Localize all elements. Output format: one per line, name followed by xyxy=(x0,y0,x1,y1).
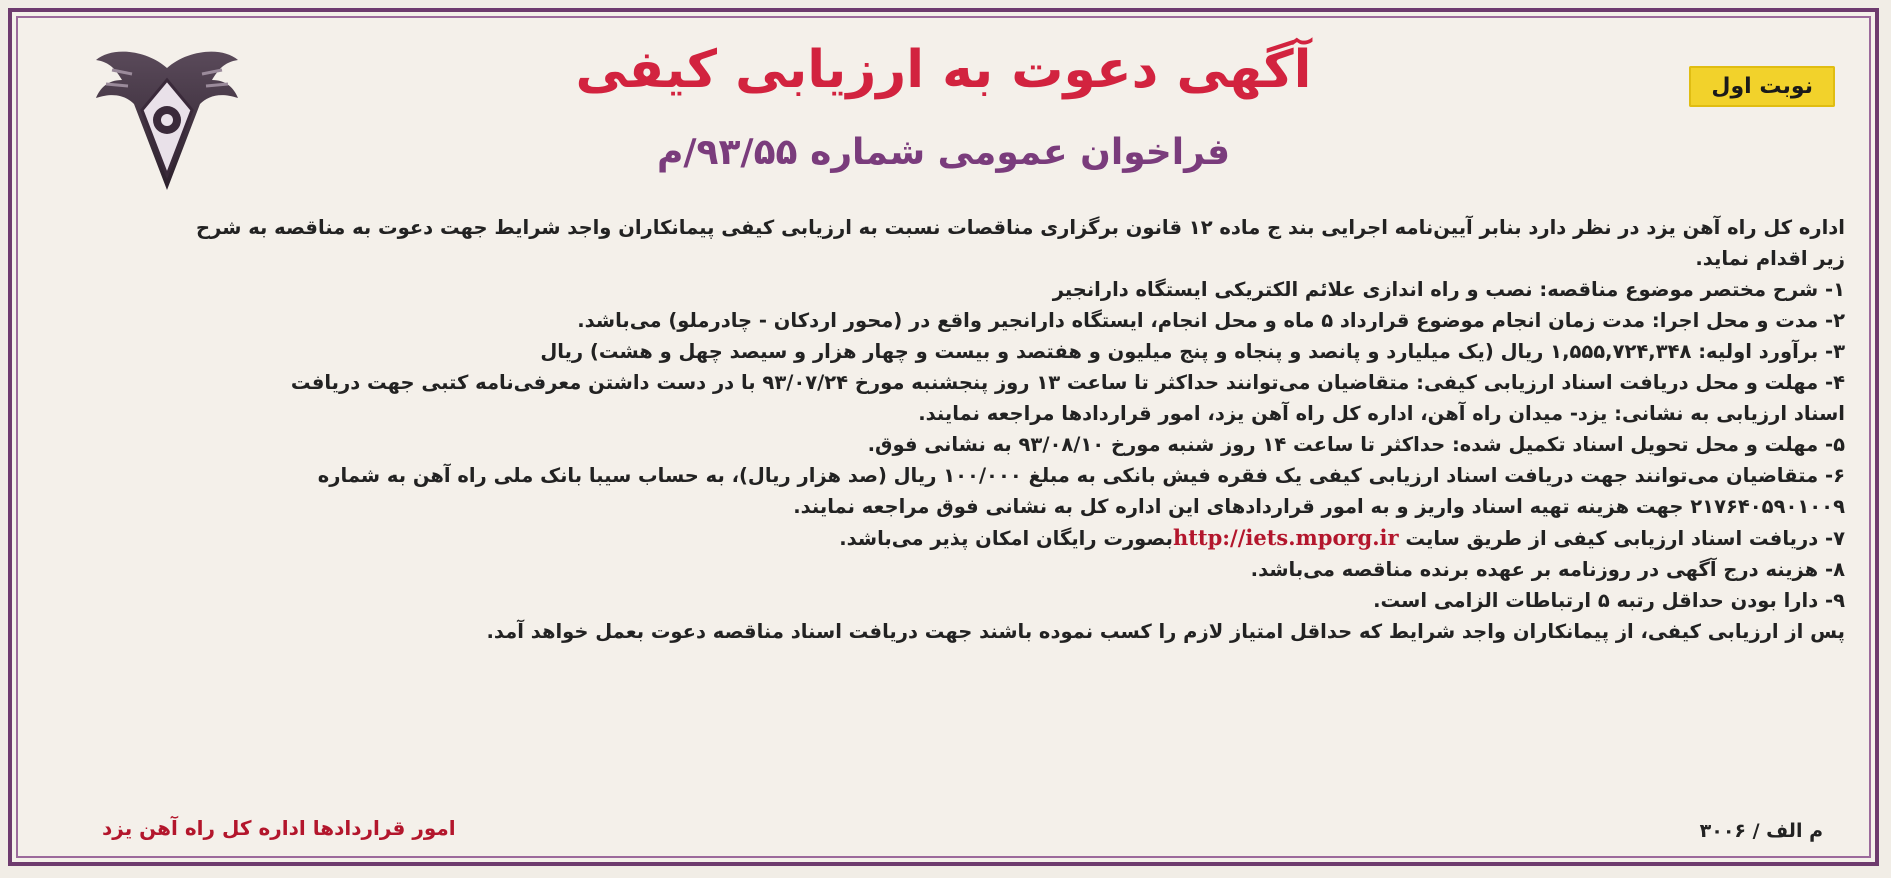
notice-title: آگهی دعوت به ارزیابی کیفی xyxy=(575,40,1312,100)
notice-frame xyxy=(8,8,1879,866)
tender-website-link[interactable]: http://iets.mporg.ir xyxy=(1172,525,1399,550)
item-1: ۱- شرح مختصر موضوع مناقصه: نصب و راه اندازی علائم الکتریکی ایستگاه دارانجیر xyxy=(1052,278,1845,301)
notice-body xyxy=(46,212,1845,647)
item-2: ۲- مدت و محل اجرا: مدت زمان انجام موضوع قرارداد ۵ ماه و محل انجام، ایستگاه دارانجیر واقع در (محور اردکان - چادرملو) می‌باشد. xyxy=(577,309,1845,332)
item-7: ۷- دریافت اسناد ارزیابی کیفی از طریق سایت http://iets.mporg.irبصورت رایگان امکان پذیر می‌باشد. xyxy=(839,525,1845,550)
intro-line: اداره کل راه آهن یزد در نظر دارد بنابر آیین‌نامه اجرایی بند ج ماده ۱۲ قانون برگزاری مناقصات نسبت به ارزیابی کیفی پیمانکاران واجد شرایط جهت دعوت به مناقصه به شرح xyxy=(196,216,1845,239)
issue-badge: نوبت اول xyxy=(1689,66,1835,107)
tender-number: فراخوان عمومی شماره ۹۳/۵۵/م xyxy=(656,132,1231,173)
item-4: ۴- مهلت و محل دریافت اسناد ارزیابی کیفی: متقاضیان می‌توانند حداکثر تا ساعت ۱۳ روز پنجشنبه مورخ ۹۳/۰۷/۲۴ با در دست داشتن معرفی‌نامه کتبی جهت دریافت xyxy=(290,371,1845,394)
item-6-cont: ۲۱۷۶۴۰۵۹۰۱۰۰۹ جهت هزینه تهیه اسناد واریز و به امور قراردادهای این اداره کل به نشانی فوق مراجعه نمایند. xyxy=(793,495,1845,518)
item-8: ۸- هزینه درج آگهی در روزنامه بر عهده برنده مناقصه می‌باشد. xyxy=(1250,558,1845,581)
item-9: ۹- دارا بودن حداقل رتبه ۵ ارتباطات الزامی است. xyxy=(1373,589,1845,612)
item-3: ۳- برآورد اولیه: ۱,۵۵۵,۷۲۴,۳۴۸ ریال (یک میلیارد و پانصد و پنجاه و پنج میلیون و هفتصد و بیست و چهار هزار و سیصد چهل و هشت) ریال xyxy=(540,340,1845,363)
item-4-cont: اسناد ارزیابی به نشانی: یزد- میدان راه آهن، اداره کل راه آهن یزد، امور قراردادها مراجعه نمایند. xyxy=(918,402,1845,425)
ad-code: م الف / ۳۰۰۶ xyxy=(1699,820,1823,842)
intro-line-2: زیر اقدام نماید. xyxy=(1695,247,1845,270)
item-6: ۶- متقاضیان می‌توانند جهت دریافت اسناد ارزیابی کیفی یک فقره فیش بانکی به مبلغ ۱۰۰/۰۰۰ ریال (صد هزار ریال)، به حساب سیبا بانک ملی راه آهن به شماره xyxy=(317,464,1845,487)
organization-name: اداره کل راه آهن یزد xyxy=(1646,216,1845,239)
closing-line: پس از ارزیابی کیفی، از پیمانکاران واجد شرایط که حداقل امتیاز لازم را کسب نموده باشند جهت دریافت اسناد مناقصه دعوت بعمل خواهد آمد. xyxy=(486,620,1845,643)
item-5: ۵- مهلت و محل تحویل اسناد تکمیل شده: حداکثر تا ساعت ۱۴ روز شنبه مورخ ۹۳/۰۸/۱۰ به نشانی فوق. xyxy=(867,433,1845,456)
signature: امور قراردادها اداره کل راه آهن یزد xyxy=(102,816,456,840)
